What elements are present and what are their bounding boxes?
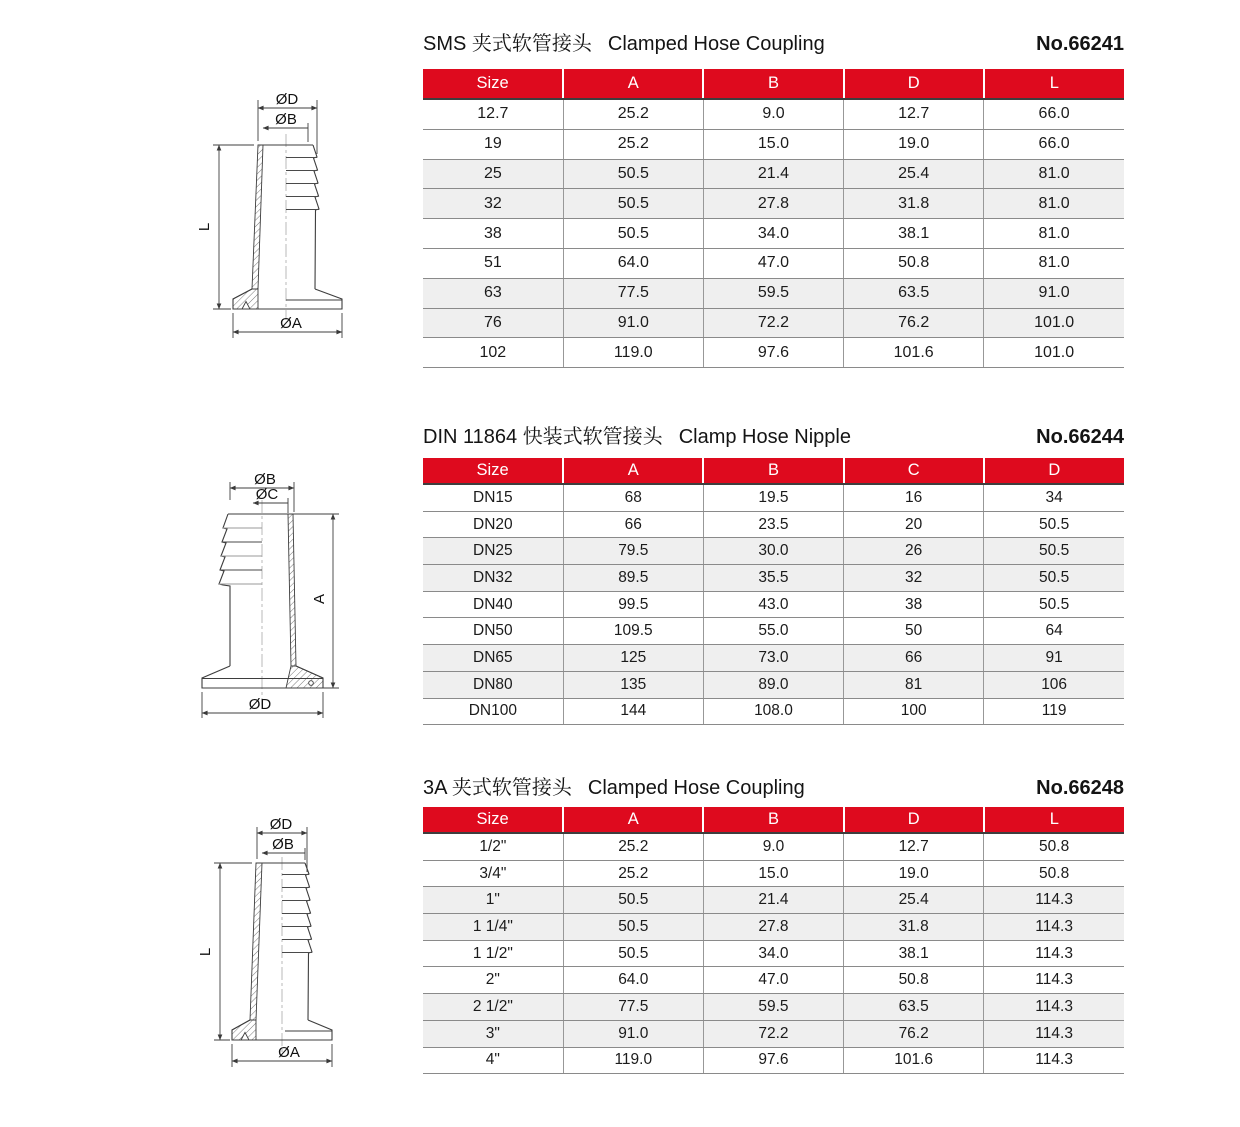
column-header: L [984, 69, 1124, 99]
table-cell: 50.5 [563, 189, 703, 219]
table-row [423, 860, 1124, 887]
table-cell: 64.0 [563, 967, 703, 994]
table-row [423, 1020, 1124, 1047]
table-cell: 76 [423, 308, 563, 338]
table-cell: 3/4" [423, 860, 563, 887]
table-cell: 47.0 [703, 248, 843, 278]
table-row [423, 940, 1124, 967]
table-cell: 72.2 [703, 1020, 843, 1047]
table-cell: 125 [563, 645, 703, 672]
table-cell: 66 [844, 645, 984, 672]
table-cell: 63 [423, 278, 563, 308]
table-cell: 50.8 [844, 248, 984, 278]
section-title-cn: SMS 夹式软管接头 [423, 33, 592, 55]
table-cell: 114.3 [984, 940, 1124, 967]
table-cell: DN15 [423, 484, 563, 511]
table-cell: 50.5 [563, 887, 703, 914]
section-title-cn: 3A 夹式软管接头 [423, 777, 572, 799]
section-wall-hatch [250, 863, 262, 1020]
table-row [423, 189, 1124, 219]
column-header: D [984, 458, 1124, 484]
table-head [423, 807, 1124, 833]
table-cell: 101.0 [984, 338, 1124, 368]
table-cell: 43.0 [703, 591, 843, 618]
table-cell: 114.3 [984, 887, 1124, 914]
dim-label-outer-diameter: ØD [269, 816, 293, 833]
table-cell: 50.5 [984, 538, 1124, 565]
table-cell: 114.3 [984, 914, 1124, 941]
header-row [423, 458, 1124, 484]
column-header: Size [423, 69, 563, 99]
table-cell: 4" [423, 1047, 563, 1074]
column-header: A [563, 807, 703, 833]
column-header: A [563, 458, 703, 484]
header-row [423, 69, 1124, 99]
table-row [423, 591, 1124, 618]
table-cell: 19.0 [844, 860, 984, 887]
din-technical-drawing [190, 470, 430, 730]
table-cell: 101.6 [844, 338, 984, 368]
sms-spec-table [423, 69, 1124, 368]
table-cell: 31.8 [844, 914, 984, 941]
table-cell: 114.3 [984, 994, 1124, 1021]
table-head [423, 69, 1124, 99]
table-cell: 119.0 [563, 1047, 703, 1074]
table-row [423, 278, 1124, 308]
section-wall-hatch [288, 514, 296, 666]
table-cell: 119 [984, 698, 1124, 725]
table-cell: DN50 [423, 618, 563, 645]
table-cell: 15.0 [703, 860, 843, 887]
table-cell: 119.0 [563, 338, 703, 368]
table-cell: 34.0 [703, 219, 843, 249]
table-cell: 1/2" [423, 833, 563, 860]
column-header: C [844, 458, 984, 484]
table-row [423, 565, 1124, 592]
din-spec-table [423, 458, 1124, 725]
table-cell: 25.4 [844, 159, 984, 189]
column-header: B [703, 69, 843, 99]
table-cell: 109.5 [563, 618, 703, 645]
table-cell: 50.5 [563, 159, 703, 189]
table-cell: 77.5 [563, 278, 703, 308]
table-cell: 30.0 [703, 538, 843, 565]
table-cell: 64 [984, 618, 1124, 645]
column-header: B [703, 807, 843, 833]
table-cell: 25.2 [563, 833, 703, 860]
dim-label-length: L [197, 947, 214, 957]
table-cell: 19.5 [703, 484, 843, 511]
table-body [423, 484, 1124, 725]
table-cell: 19 [423, 129, 563, 159]
table-cell: 72.2 [703, 308, 843, 338]
table-cell: 91.0 [984, 278, 1124, 308]
table-cell: 100 [844, 698, 984, 725]
table-row [423, 219, 1124, 249]
table-cell: 34 [984, 484, 1124, 511]
table-cell: 144 [563, 698, 703, 725]
table-cell: DN80 [423, 671, 563, 698]
table-cell: 106 [984, 671, 1124, 698]
column-header: D [844, 807, 984, 833]
table-cell: 50.5 [984, 565, 1124, 592]
table-cell: 1 1/4" [423, 914, 563, 941]
table-cell: 12.7 [844, 833, 984, 860]
table-cell: 21.4 [703, 159, 843, 189]
table-cell: 50 [844, 618, 984, 645]
table-cell: 9.0 [703, 833, 843, 860]
table-cell: 79.5 [563, 538, 703, 565]
table-row [423, 994, 1124, 1021]
table-cell: 1 1/2" [423, 940, 563, 967]
dim-label-length: L [196, 222, 213, 232]
table-cell: 91 [984, 645, 1124, 672]
table-cell: 81.0 [984, 248, 1124, 278]
table-cell: 12.7 [844, 99, 984, 129]
table-cell: 50.8 [984, 860, 1124, 887]
flange-hole [309, 681, 314, 686]
column-header: L [984, 807, 1124, 833]
table-row [423, 1047, 1124, 1074]
table-cell: 66.0 [984, 129, 1124, 159]
table-cell: 55.0 [703, 618, 843, 645]
section-title-en: Clamped Hose Coupling [587, 777, 805, 799]
table-cell: 76.2 [844, 308, 984, 338]
table-cell: 35.5 [703, 565, 843, 592]
table-cell: 59.5 [703, 278, 843, 308]
table-cell: 81.0 [984, 219, 1124, 249]
table-row [423, 159, 1124, 189]
table-head [423, 458, 1124, 484]
table-cell: 23.5 [703, 511, 843, 538]
table-cell: 50.5 [563, 219, 703, 249]
section-title [423, 27, 1124, 56]
table-cell: 91.0 [563, 308, 703, 338]
table-row [423, 887, 1124, 914]
column-header: Size [423, 458, 563, 484]
table-cell: 38 [423, 219, 563, 249]
table-cell: 20 [844, 511, 984, 538]
table-cell: 114.3 [984, 967, 1124, 994]
table-cell: 89.5 [563, 565, 703, 592]
table-cell: DN40 [423, 591, 563, 618]
table-row [423, 308, 1124, 338]
table-cell: DN32 [423, 565, 563, 592]
table-cell: 81.0 [984, 189, 1124, 219]
table-row [423, 248, 1124, 278]
table-cell: 19.0 [844, 129, 984, 159]
table-cell: 38.1 [844, 219, 984, 249]
dim-label-outer-diameter: ØD [275, 91, 299, 108]
table-cell: 77.5 [563, 994, 703, 1021]
table-cell: 25.2 [563, 99, 703, 129]
table-cell: 76.2 [844, 1020, 984, 1047]
part-number: No.66248 [1036, 777, 1124, 799]
table-row [423, 914, 1124, 941]
table-body [423, 99, 1124, 368]
dim-label-flange-diameter: ØA [280, 315, 302, 332]
table-cell: 68 [563, 484, 703, 511]
table-cell: 34.0 [703, 940, 843, 967]
table-cell: 66.0 [984, 99, 1124, 129]
table-cell: 2" [423, 967, 563, 994]
table-cell: 51 [423, 248, 563, 278]
part-number: No.66241 [1036, 33, 1124, 55]
table-cell: 91.0 [563, 1020, 703, 1047]
table-row [423, 645, 1124, 672]
table-cell: 50.5 [563, 914, 703, 941]
table-cell: 63.5 [844, 278, 984, 308]
table-row [423, 698, 1124, 725]
table-row [423, 618, 1124, 645]
table-cell: 16 [844, 484, 984, 511]
section-title [423, 420, 1124, 449]
table-row [423, 967, 1124, 994]
table-cell: 81.0 [984, 159, 1124, 189]
table-row [423, 99, 1124, 129]
header-row [423, 807, 1124, 833]
table-cell: 50.5 [563, 940, 703, 967]
table-cell: 25.4 [844, 887, 984, 914]
dim-label-flange-diameter: ØD [248, 696, 272, 713]
3a-technical-drawing [190, 815, 420, 1085]
table-cell: 73.0 [703, 645, 843, 672]
table-cell: 26 [844, 538, 984, 565]
table-cell: 99.5 [563, 591, 703, 618]
dim-label-outer-diameter: ØB [254, 471, 276, 488]
table-cell: 114.3 [984, 1047, 1124, 1074]
table-row [423, 538, 1124, 565]
table-cell: 9.0 [703, 99, 843, 129]
table-cell: DN25 [423, 538, 563, 565]
table-cell: 1" [423, 887, 563, 914]
section-title-cn: DIN 11864 快装式软管接头 [423, 426, 663, 448]
table-row [423, 129, 1124, 159]
table-cell: 50.5 [984, 511, 1124, 538]
table-cell: 25 [423, 159, 563, 189]
section-title-en: Clamp Hose Nipple [678, 426, 851, 448]
table-cell: 27.8 [703, 189, 843, 219]
table-row [423, 671, 1124, 698]
dim-label-bore-diameter: ØB [275, 111, 297, 128]
table-row [423, 484, 1124, 511]
table-cell: 101.6 [844, 1047, 984, 1074]
table-cell: 97.6 [703, 338, 843, 368]
dim-label-length: A [311, 593, 328, 605]
table-cell: 3" [423, 1020, 563, 1047]
table-cell: 66 [563, 511, 703, 538]
column-header: A [563, 69, 703, 99]
table-cell: 38 [844, 591, 984, 618]
table-cell: 114.3 [984, 1020, 1124, 1047]
section-title-en: Clamped Hose Coupling [607, 33, 825, 55]
table-cell: 25.2 [563, 129, 703, 159]
table-body [423, 833, 1124, 1074]
table-cell: 50.8 [984, 833, 1124, 860]
table-cell: 50.5 [984, 591, 1124, 618]
table-cell: 64.0 [563, 248, 703, 278]
table-cell: 135 [563, 671, 703, 698]
table-cell: DN100 [423, 698, 563, 725]
table-cell: DN65 [423, 645, 563, 672]
section-wall-hatch [252, 145, 263, 289]
part-number: No.66244 [1036, 426, 1124, 448]
table-cell: 89.0 [703, 671, 843, 698]
table-row [423, 338, 1124, 368]
table-cell: 25.2 [563, 860, 703, 887]
column-header: B [703, 458, 843, 484]
table-cell: 31.8 [844, 189, 984, 219]
table-cell: 63.5 [844, 994, 984, 1021]
table-cell: 59.5 [703, 994, 843, 1021]
section-title [423, 771, 1124, 800]
table-cell: 47.0 [703, 967, 843, 994]
table-cell: 27.8 [703, 914, 843, 941]
table-cell: 81 [844, 671, 984, 698]
table-cell: 108.0 [703, 698, 843, 725]
table-cell: 50.8 [844, 967, 984, 994]
sms-technical-drawing [190, 88, 420, 348]
table-cell: 21.4 [703, 887, 843, 914]
dim-label-flange-diameter: ØA [278, 1044, 300, 1061]
table-cell: DN20 [423, 511, 563, 538]
table-cell: 15.0 [703, 129, 843, 159]
table-cell: 32 [423, 189, 563, 219]
table-cell: 38.1 [844, 940, 984, 967]
table-cell: 102 [423, 338, 563, 368]
dim-label-bore-diameter: ØC [255, 486, 279, 503]
table-cell: 12.7 [423, 99, 563, 129]
table-cell: 97.6 [703, 1047, 843, 1074]
table-cell: 2 1/2" [423, 994, 563, 1021]
column-header: D [844, 69, 984, 99]
dim-label-bore-diameter: ØB [272, 836, 294, 853]
3a-spec-table [423, 807, 1124, 1074]
table-cell: 101.0 [984, 308, 1124, 338]
table-row [423, 833, 1124, 860]
table-cell: 32 [844, 565, 984, 592]
column-header: Size [423, 807, 563, 833]
table-row [423, 511, 1124, 538]
